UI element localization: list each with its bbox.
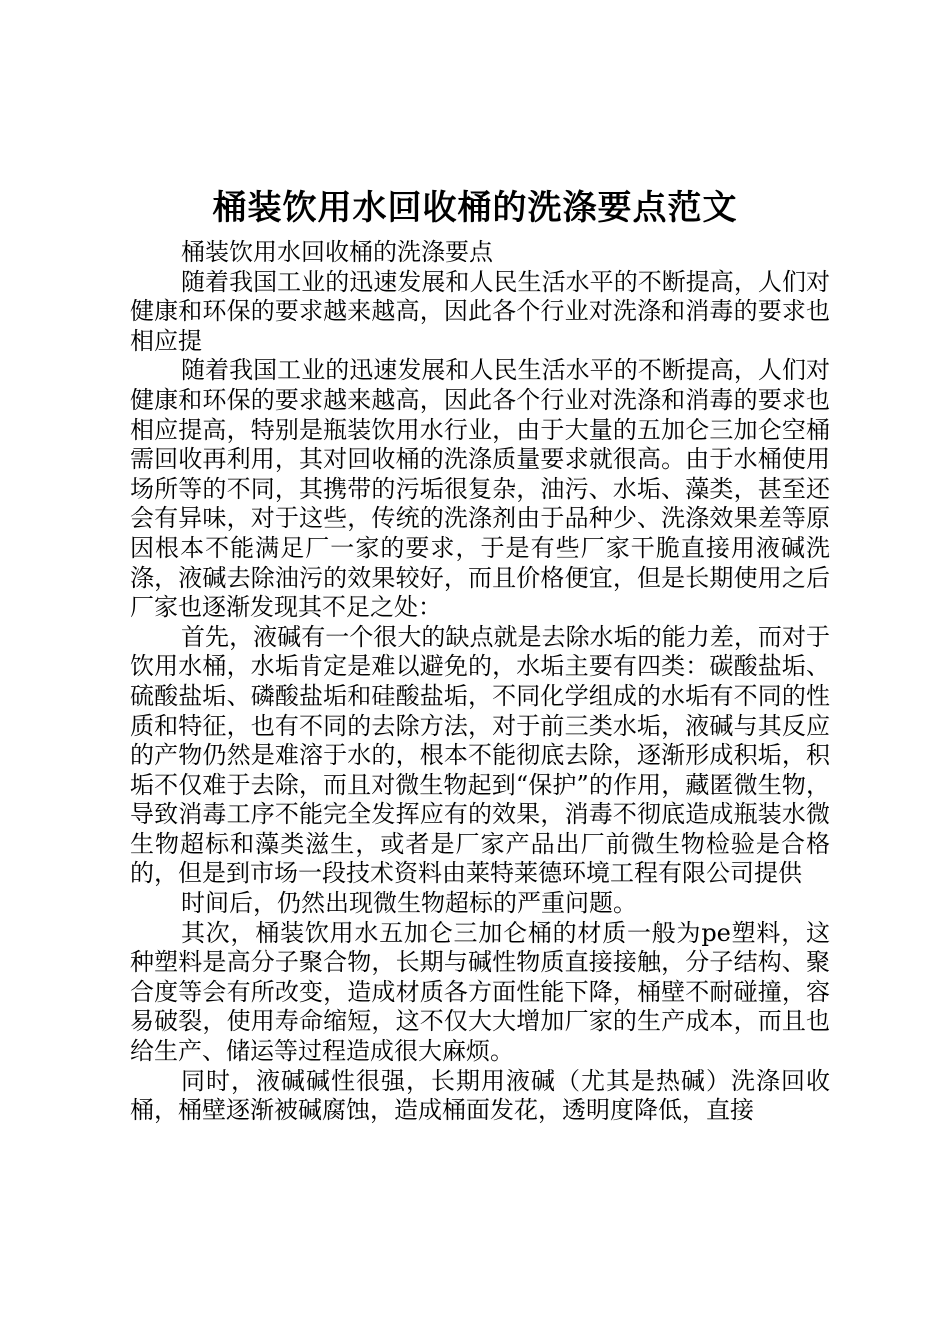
document-body [130,238,830,1126]
paragraph-intro-short: 随着我国工业的迅速发展和人民生活水平的不断提高，人们对健康和环保的要求越来越高，因此各个行业对洗涤和消毒的要求也相应提 [130,267,830,355]
paragraph-intro-full: 随着我国工业的迅速发展和人民生活水平的不断提高，人们对健康和环保的要求越来越高，因此各个行业对洗涤和消毒的要求也相应提高，特别是瓶装饮用水行业，由于大量的五加仑三加仑空桶需回收再利用，其对回收桶的洗涤质量要求就很高。由于水桶使用场所等的不同，其携带的污垢很复杂，油污、水垢、藻类，甚至还会有异味，对于这些，传统的洗涤剂由于品种少、洗涤效果差等原因根本不能满足厂一家的要求，于是有些厂家干脆直接用液碱洗涤，液碱去除油污的效果较好，而且价格便宜，但是长期使用之后厂家也逐渐发现其不足之处： [130,356,830,622]
paragraph-second-point: 其次，桶装饮用水五加仑三加仑桶的材质一般为pe塑料，这种塑料是高分子聚合物，长期与碱性物质直接接触，分子结构、聚合度等会有所改变，造成材质各方面性能下降，桶壁不耐碰撞，容易破裂，使用寿命缩短，这不仅大大增加厂家的生产成本，而且也给生产、储运等过程造成很大麻烦。 [130,918,830,1066]
paragraph-first-point: 首先，液碱有一个很大的缺点就是去除水垢的能力差，而对于饮用水桶，水垢肯定是难以避免的，水垢主要有四类：碳酸盐垢、硫酸盐垢、磷酸盐垢和硅酸盐垢，不同化学组成的水垢有不同的性质和特征，也有不同的去除方法，对于前三类水垢，液碱与其反应的产物仍然是难溶于水的，根本不能彻底去除，逐渐形成积垢，积垢不仅难于去除，而且对微生物起到“保护”的作用，藏匿微生物，导致消毒工序不能完全发挥应有的效果，消毒不彻底造成瓶装水微生物超标和藻类滋生，或者是厂家产品出厂前微生物检验是合格的，但是到市场一段技术资料由莱特莱德环境工程有限公司提供 [130,622,830,888]
document-title: 桶装饮用水回收桶的洗涤要点范文 [212,188,738,228]
paragraph-third-point: 同时，液碱碱性很强，长期用液碱（尤其是热碱）洗涤回收桶，桶壁逐渐被碱腐蚀，造成桶面发花，透明度降低，直接 [130,1066,830,1125]
paragraph-continuation: 时间后，仍然出现微生物超标的严重问题。 [181,889,637,918]
paragraph-subtitle: 桶装饮用水回收桶的洗涤要点 [181,238,493,266]
